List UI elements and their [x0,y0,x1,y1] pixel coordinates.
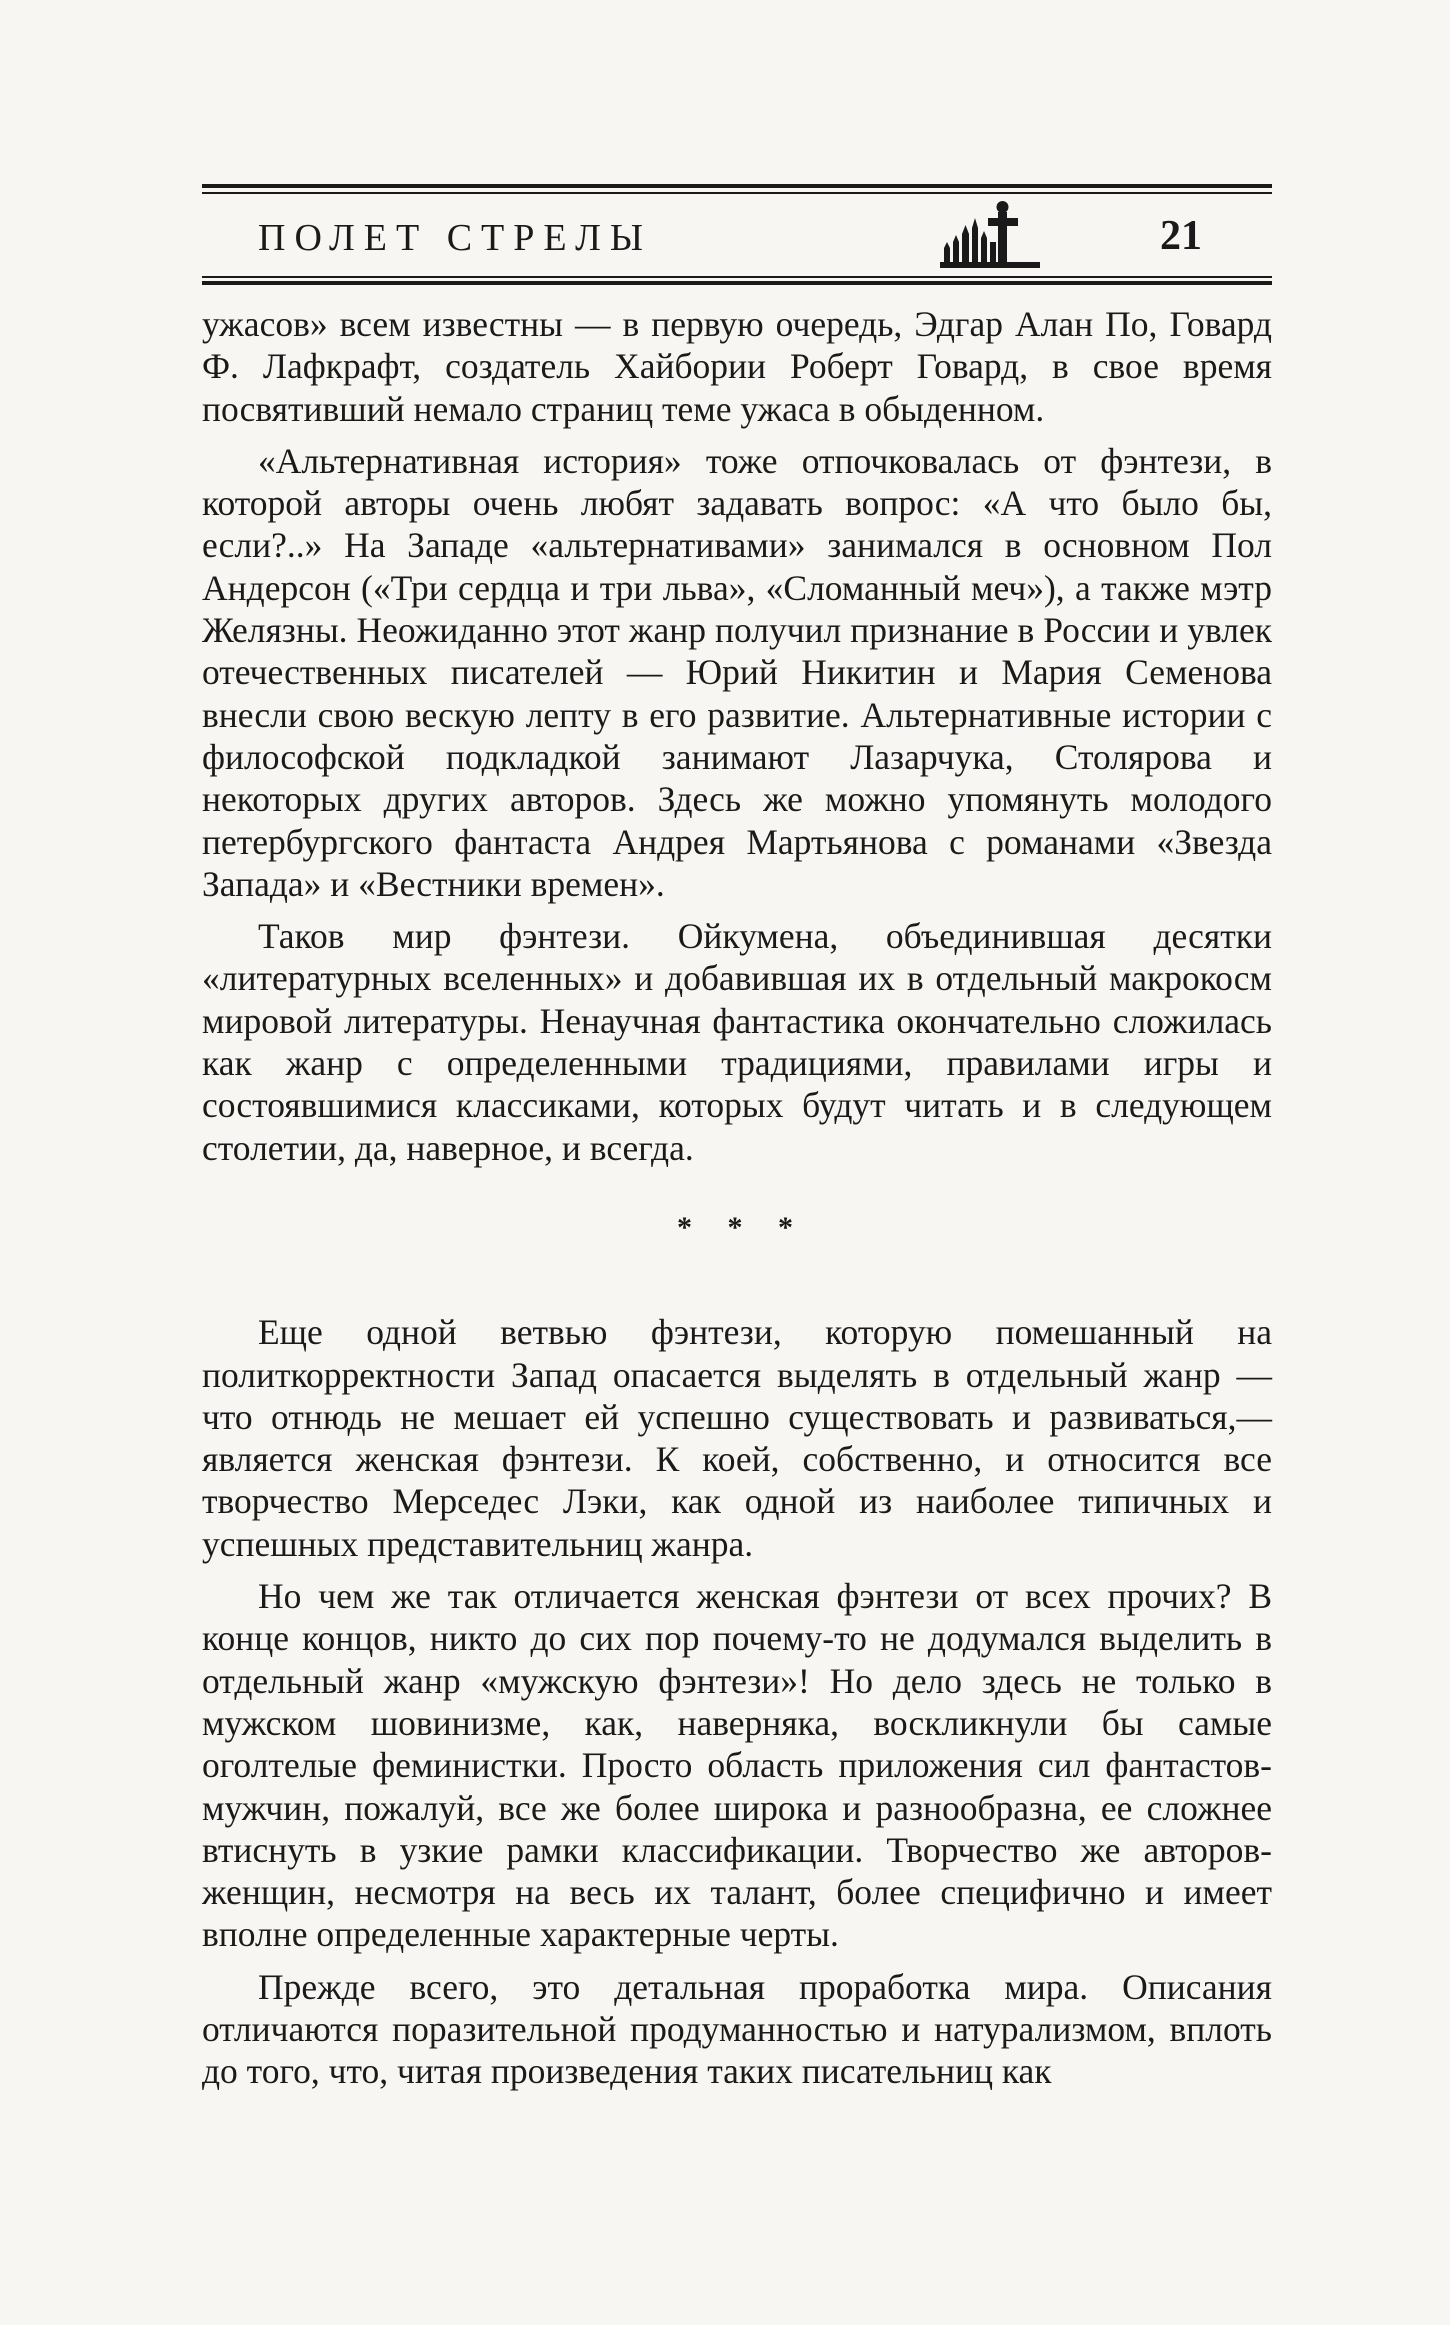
header-rule-bottom [202,281,1272,285]
paragraph: Но чем же так отличается женская фэнтези от всех прочих? В конце концов, никто до сих пор почему-то не додумался выделить в отдельный жанр «мужскую фэнтези»! Но дело здесь не только в мужском шовинизме, как, наверняка, воскликнули бы самые оголтелые феминистки. Просто область приложения сил фантастов-мужчин, пожалуй, все же более широка и разнообразна, ее сложнее втиснуть в узкие рамки классификации. Творчество же авторов-женщин, несмотря на весь их талант, более специфично и имеет вполне определенные характерные черты. [202,1576,1272,1955]
paragraph: ужасов» всем известны — в первую очередь, Эдгар Алан По, Говард Ф. Лафкрафт, создатель Хайбории Роберт Говард, в свое время посвятивший немало страниц теме ужаса в обыденном. [202,304,1272,429]
running-title: ПОЛЕТ СТРЕЛЫ [258,217,653,259]
page-number: 21 [1160,213,1202,259]
header-rule-top-thin [202,192,1272,194]
paragraph: Еще одной ветвью фэнтези, которую помешанный на политкорректности Запад опасается выделять в отдельный жанр — что отнюдь не мешает ей успешно существовать и развиваться,— является женская фэнтези. К коей, собственно, и относится все творчество Мерседес Лэки, как одной из наиболее типичных и успешных представительниц жанра. [202,1312,1272,1564]
castle-cross-logo-icon [940,198,1040,274]
text-body [202,303,1272,2093]
paragraph: Таков мир фэнтези. Ойкумена, объединившая десятки «литературных вселенных» и добавившая их в отдельный макрокосм мировой литературы. Ненаучная фантастика окончательно сложилась как жанр с определенными традициями, правилами игры и состоявшимися классиками, которых будут читать и в следующем столетии, да, наверное, и всегда. [202,916,1272,1168]
header-rule-top [202,184,1272,188]
paragraph: «Альтернативная история» тоже отпочковалась от фэнтези, в которой авторы очень любят задавать вопрос: «А что было бы, если?..» На Западе «альтернативами» занимался в основном Пол Андерсон («Три сердца и три льва», «Сломанный меч»), а также мэтр Желязны. Неожиданно этот жанр получил признание в России и увлек отечественных писателей — Юрий Никитин и Мария Семенова внесли свою вескую лепту в его развитие. Альтернативные истории с философской подкладкой занимают Лазарчука, Столярова и некоторых других авторов. Здесь же можно упомянуть молодого петербургского фантаста Андрея Мартьянова с романами «Звезда Запада» и «Вестники времен». [202,440,1272,904]
section-separator: * * * [677,1210,807,1244]
header-rule-bottom-thin [202,276,1272,278]
paragraph: Прежде всего, это детальная проработка мира. Описания отличаются поразительной продуманностью и натурализмом, вплоть до того, что, читая произведения таких писательниц как [202,1966,1272,2092]
